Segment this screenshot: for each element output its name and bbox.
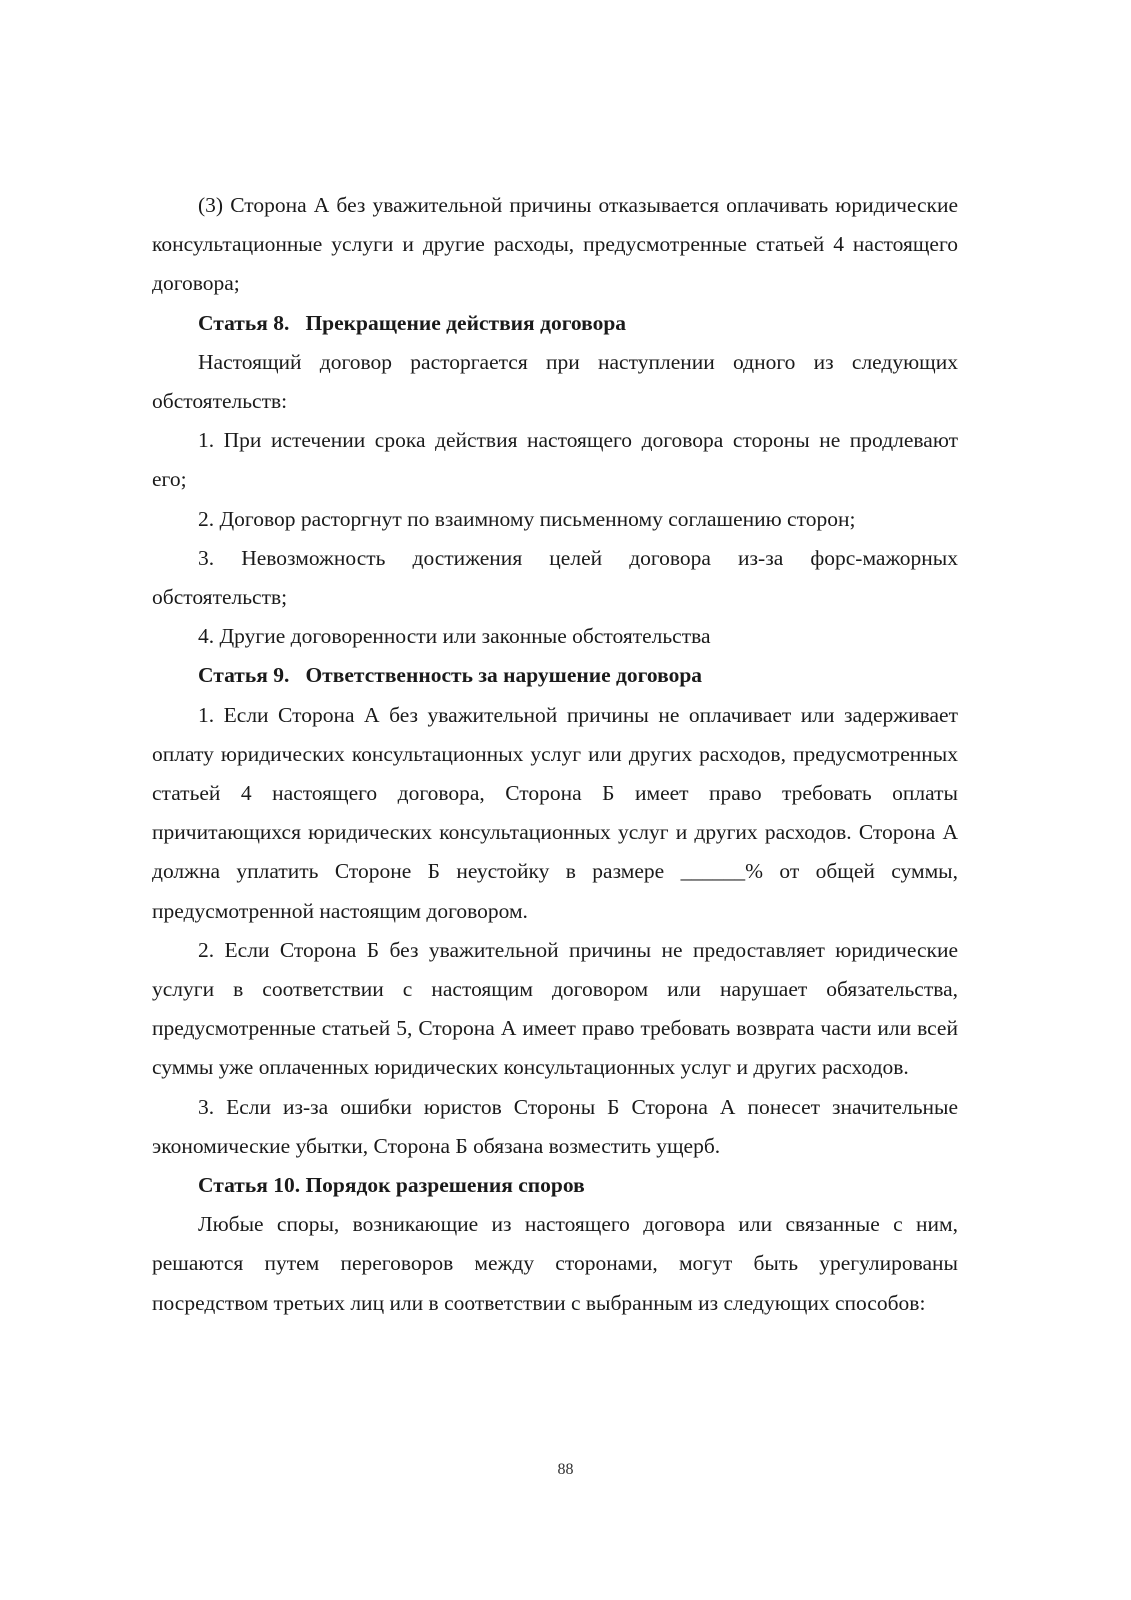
list-item-termination-2: 2. Договор расторгнут по взаимному письменному соглашению сторон; xyxy=(198,506,856,531)
list-item-liability-3: 3. Если из-за ошибки юристов Стороны Б Сторона А понесет значительные экономические убытки, Сторона Б обязана возместить ущерб. xyxy=(152,1094,958,1158)
page-number: 88 xyxy=(557,1461,574,1478)
heading-article-10: Статья 10. Порядок разрешения споров xyxy=(198,1173,585,1198)
list-item-termination-4: 4. Другие договоренности или законные обстоятельства xyxy=(198,624,711,649)
heading-article-9: Статья 9. Ответственность за нарушение договора xyxy=(198,663,703,688)
paragraph-disputes: Любые споры, возникающие из настоящего договора или связанные с ним, решаются путем переговоров между сторонами, могут быть урегулированы посредством третьих лиц или в соответствии с выбранным из следующих способов: xyxy=(152,1212,958,1315)
heading-article-8: Статья 8. Прекращение действия договора xyxy=(198,310,627,335)
paragraph-clause-3: (3) Сторона А без уважительной причины отказывается оплачивать юридические консультационные услуги и другие расходы, предусмотренные статьей 4 настоящего договора; xyxy=(152,193,958,296)
list-item-termination-1: 1. При истечении срока действия настоящего договора стороны не продлевают его; xyxy=(152,428,958,492)
list-item-liability-2: 2. Если Сторона Б без уважительной причины не предоставляет юридические услуги в соответствии с настоящим договором или нарушает обязательства, предусмотренные статьей 5, Сторона А имеет право требовать возврата части или всей суммы уже оплаченных юридических консультационных услуг и других расходов. xyxy=(152,937,958,1080)
paragraph-termination-intro: Настоящий договор расторгается при наступлении одного из следующих обстоятельств: xyxy=(152,349,958,414)
list-item-liability-1: 1. Если Сторона А без уважительной причины не оплачивает или задерживает оплату юридических консультационных услуг или других расходов, предусмотренных статьей 4 настоящего договора, Сторона Б имеет право требовать оплаты причитающихся юридических консультационных услуг и других расходов. Сторона А должна уплатить Стороне Б неустойку в размере ______% от общей суммы, предусмотренной настоящим договором. xyxy=(152,702,958,923)
document-body xyxy=(152,186,958,1323)
list-item-termination-3: 3. Невозможность достижения целей договора из-за форс-мажорных обстоятельств; xyxy=(152,545,958,610)
